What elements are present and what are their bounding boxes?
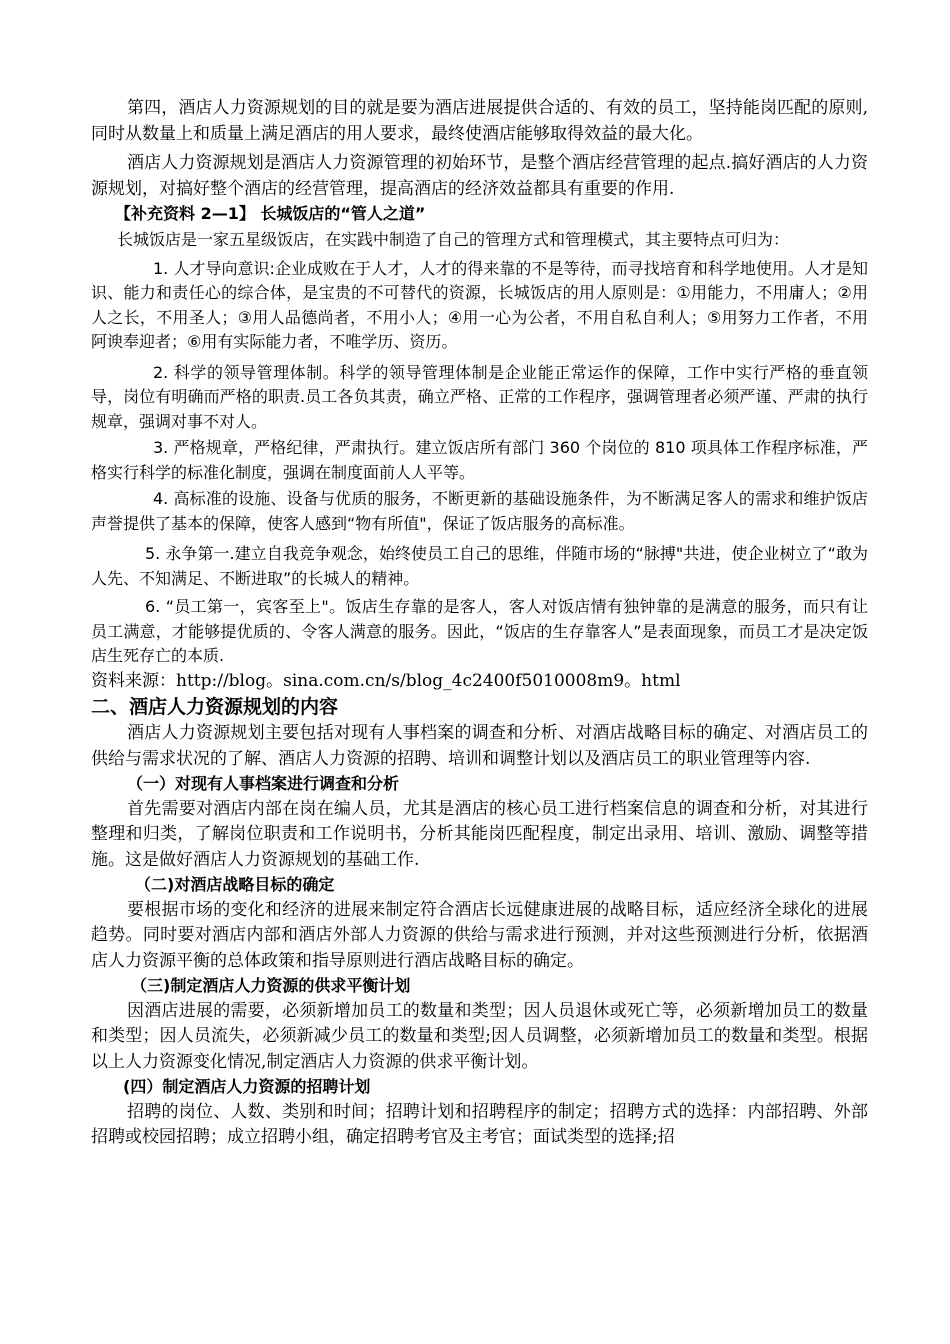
subsection-3-body: 因酒店进展的需要，必须新增加员工的数量和类型；因人员退休或死亡等，必须新增加员工的数量和类型；因人员流失，必须新减少员工的数量和类型;因人员调整，必须新增加员工的数量和类型。根据以上人力资源变化情况,制定酒店人力资源的供求平衡计划。 bbox=[91, 1000, 868, 1072]
supplement-item-4: 4. 高标准的设施、设备与优质的服务，不断更新的基础设施条件，为不断满足客人的需求和维护饭店声誉提供了基本的保障，使客人感到“物有所值"，保证了饭店服务的高标准。 bbox=[91, 489, 868, 533]
supplement-item-1: 1. 人才导向意识:企业成败在于人才，人才的得来靠的不是等待，而寻找培育和科学地使用。人才是知识、能力和责任心的综合体，是宝贵的不可替代的资源，长城饭店的用人原则是：①用能力，不用庸人；②用人之长，不用圣人；③用人品德尚者，不用小人；④用一心为公者，不用自私自利人；⑤用努力工作者，不用阿谀奉迎者；⑥用有实际能力者，不唯学历、资历。 bbox=[91, 258, 868, 351]
section-2-title: 二、酒店人力资源规划的内容 bbox=[91, 696, 339, 718]
section-2-intro: 酒店人力资源规划主要包括对现有人事档案的调查和分析、对酒店战略目标的确定、对酒店员工的供给与需求状况的了解、酒店人力资源的招聘、培训和调整计划以及酒店员工的职业管理等内容. bbox=[91, 723, 868, 769]
subsection-4-body: 招聘的岗位、人数、类别和时间；招聘计划和招聘程序的制定；招聘方式的选择：内部招聘、外部招聘或校园招聘；成立招聘小组，确定招聘考官及主考官；面试类型的选择;招 bbox=[91, 1101, 868, 1147]
supplement-item-6: 6. “员工第一，宾客至上"。饭店生存靠的是客人，客人对饭店情有独钟靠的是满意的服务，而只有让员工满意，才能够提优质的、令客人满意的服务。因此，“饭店的生存靠客人”是表面现象，而员工才是决定饭店生死存亡的本质. bbox=[91, 597, 868, 665]
supplement-item-5: 5. 永争第一.建立自我竞争观念，始终使员工自己的思维，伴随市场的“脉搏"共进，使企业树立了“敢为人先、不知满足、不断进取”的长城人的精神。 bbox=[91, 544, 868, 588]
subsection-4-title: (四）制定酒店人力资源的招聘计划 bbox=[123, 1077, 371, 1096]
paragraph-fourth: 第四，酒店人力资源规划的目的就是要为酒店进展提供合适的、有效的员工，坚持能岗匹配的原则,同时从数量上和质量上满足酒店的用人要求，最终使酒店能够取得效益的最大化。 bbox=[91, 98, 868, 144]
subsection-3-title: （三)制定酒店人力资源的供求平衡计划 bbox=[131, 976, 411, 995]
supplement-item-2: 2. 科学的领导管理体制。科学的领导管理体制是企业能正常运作的保障，工作中实行严格的垂直领导，岗位有明确而严格的职责.员工各负其责，确立严格、正常的工作程序，强调管理者必须严谨、严肃的执行规章，强调对事不对人。 bbox=[91, 362, 868, 431]
subsection-1-title: （一）对现有人事档案进行调查和分析 bbox=[127, 774, 400, 793]
document-page bbox=[91, 96, 868, 1151]
source-line: 资料来源：http://blog。sina.com.cn/s/blog_4c2400f5010008m9。html bbox=[91, 670, 681, 691]
supplement-item-3: 3. 严格规章，严格纪律，严肃执行。建立饭店所有部门 360 个岗位的 810 项具体工作程序标准，严格实行科学的标准化制度，强调在制度面前人人平等。 bbox=[91, 438, 868, 482]
supplement-title: 【补充资料 2—1】 长城饭店的“管人之道” bbox=[115, 204, 426, 223]
subsection-2-title: （二)对酒店战略目标的确定 bbox=[135, 875, 335, 894]
subsection-2-body: 要根据市场的变化和经济的进展来制定符合酒店长远健康进展的战略目标，适应经济全球化的进展趋势。同时要对酒店内部和酒店外部人力资源的供给与需求进行预测，并对这些预测进行分析，依据酒店人力资源平衡的总体政策和指导原则进行酒店战略目标的确定。 bbox=[91, 899, 868, 971]
subsection-1-body: 首先需要对酒店内部在岗在编人员，尤其是酒店的核心员工进行档案信息的调查和分析，对其进行整理和归类，了解岗位职责和工作说明书，分析其能岗匹配程度，制定出录用、培训、激励、调整等措施。这是做好酒店人力资源规划的基础工作. bbox=[91, 798, 868, 870]
paragraph-starting-point: 酒店人力资源规划是酒店人力资源管理的初始环节，是整个酒店经营管理的起点.搞好酒店的人力资源规划，对搞好整个酒店的经营管理，提高酒店的经济效益都具有重要的作用. bbox=[91, 153, 868, 199]
supplement-intro: 长城饭店是一家五星级饭店，在实践中制造了自己的管理方式和管理模式，其主要特点可归为： bbox=[117, 230, 790, 249]
